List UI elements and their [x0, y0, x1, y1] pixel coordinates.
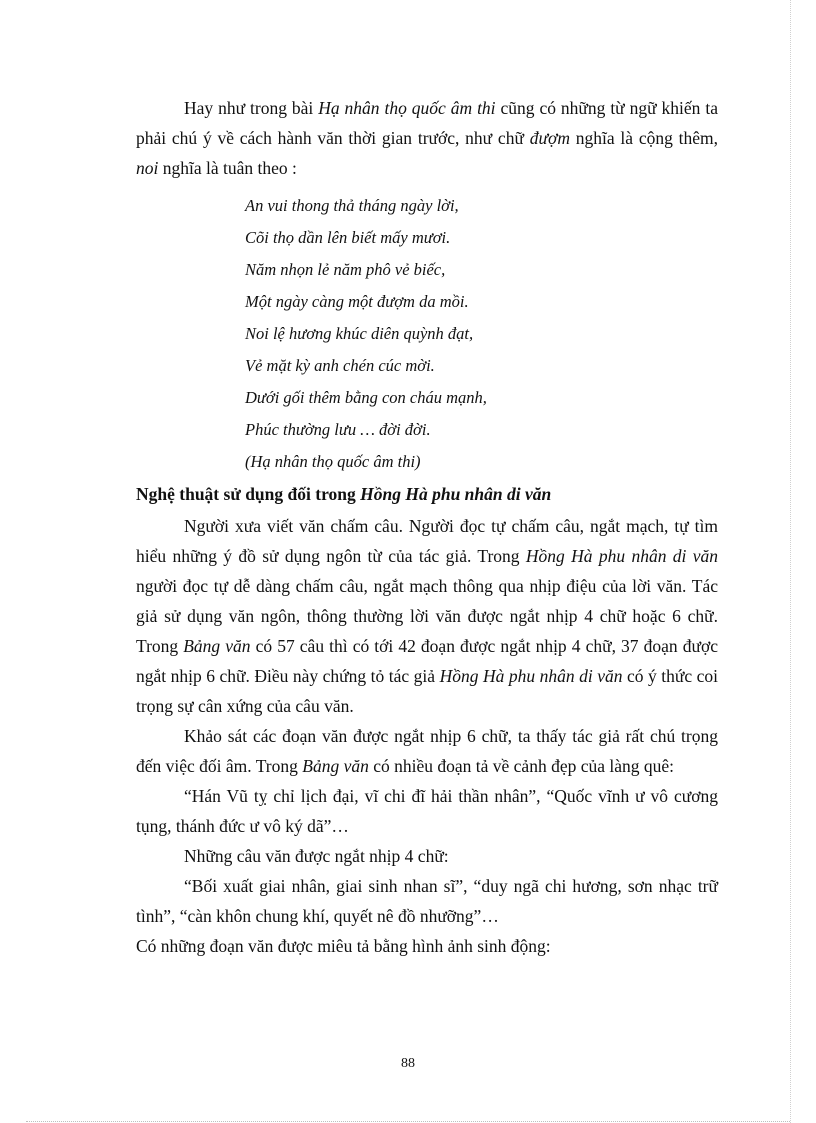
para2-italic-2: Hồng Hà phu nhân di văn — [525, 546, 719, 566]
poem-line: An vui thong thả tháng ngày lời, — [245, 196, 459, 215]
page-number: 88 — [401, 1056, 415, 1071]
para1-word-duom: đượm — [529, 128, 570, 148]
poem-line: Năm nhọn lẻ năm phô vẻ biếc, — [245, 260, 446, 279]
para3-italic-2: Bảng văn — [302, 756, 369, 776]
para3-text-1: Khảo sát các đoạn văn được ngắt nhịp 6 chữ, ta thấy tác giả rất chú trọng đến việc đối âm. Trong — [136, 726, 718, 776]
body-text — [136, 511, 718, 961]
poem-line: Noi lệ hương khúc diên quỳnh đạt, — [245, 324, 474, 343]
poem-source: (Hạ nhân thọ quốc âm thi) — [245, 452, 421, 471]
heading-italic: Hồng Hà phu nhân di văn — [360, 484, 552, 504]
heading-plain: Nghệ thuật sử dụng đối trong — [136, 484, 361, 504]
para3-text-3: có nhiều đoạn tả về cảnh đẹp của làng quê: — [368, 756, 674, 776]
poem-line: Một ngày càng một đượm da mồi. — [245, 292, 469, 311]
poem-line: Dưới gối thêm bằng con cháu mạnh, — [245, 388, 487, 407]
poem-line: Cõi thọ dần lên biết mấy mươi. — [245, 228, 451, 247]
para1-title-italic: Hạ nhân thọ quốc âm thi — [318, 98, 496, 118]
paragraph-4: “Hán Vũ tỵ chỉ lịch đại, vĩ chi đĩ hải thần nhân”, “Quốc vĩnh ư vô cương tụng, thánh đức ư vô ký dã”… — [136, 786, 718, 836]
poem-line: Vẻ mặt kỳ anh chén cúc mời. — [245, 356, 435, 375]
paragraph-5: Những câu văn được ngắt nhịp 4 chữ: — [184, 846, 449, 866]
para2-text-7: có ý thức coi trọng sự cân xứng của câu văn. — [136, 666, 719, 716]
paragraph-2 — [136, 511, 718, 721]
para2-italic-6: Hồng Hà phu nhân di văn — [439, 666, 623, 686]
para2-italic-4: Bảng văn — [183, 636, 251, 656]
para1-word-noi: noi — [136, 158, 159, 178]
para1-text-1: Hay như trong bài — [184, 98, 319, 118]
para2-text-3: người đọc tự dễ dàng chấm câu, ngắt mạch thông qua nhịp điệu của lời văn. Tác giả sử dụng văn ngôn, thông thường lời văn được ngắt nhịp 4 chữ hoặc 6 chữ. Trong — [136, 576, 718, 656]
bottom-dotted-rule — [26, 1121, 790, 1122]
para1-text-3: cũng có những từ ngữ khiến ta phải chú ý về cách hành văn thời gian trước, như chữ — [136, 98, 718, 148]
poem-line: Phúc thường lưu … đời đời. — [245, 420, 431, 439]
paragraph-6: “Bối xuất giai nhân, giai sinh nhan sĩ”, “duy ngã chi hương, sơn nhạc trữ tình”, “càn khôn chung khí, quyết nê đồ nhưỡng”… — [136, 876, 718, 926]
para2-text-1: Người xưa viết văn chấm câu. Người đọc tự chấm câu, ngắt mạch, tự tìm hiểu những ý đồ sử dụng ngôn từ của tác giả. Trong — [136, 516, 718, 566]
paragraph-7: Có những đoạn văn được miêu tả bằng hình ảnh sinh động: — [136, 936, 551, 956]
section-heading — [136, 479, 551, 509]
paragraph-intro — [136, 93, 718, 183]
right-dotted-rule — [790, 0, 791, 1123]
para1-text-5: nghĩa là cộng thêm, — [570, 128, 718, 148]
para1-text-7: nghĩa là tuân theo : — [158, 158, 297, 178]
paragraph-3 — [136, 721, 718, 781]
para2-text-5: có 57 câu thì có tới 42 đoạn được ngắt nhịp 4 chữ, 37 đoạn được ngắt nhịp 6 chữ. Điều này chứng tỏ tác giả — [136, 636, 718, 686]
poem-block — [245, 190, 487, 478]
